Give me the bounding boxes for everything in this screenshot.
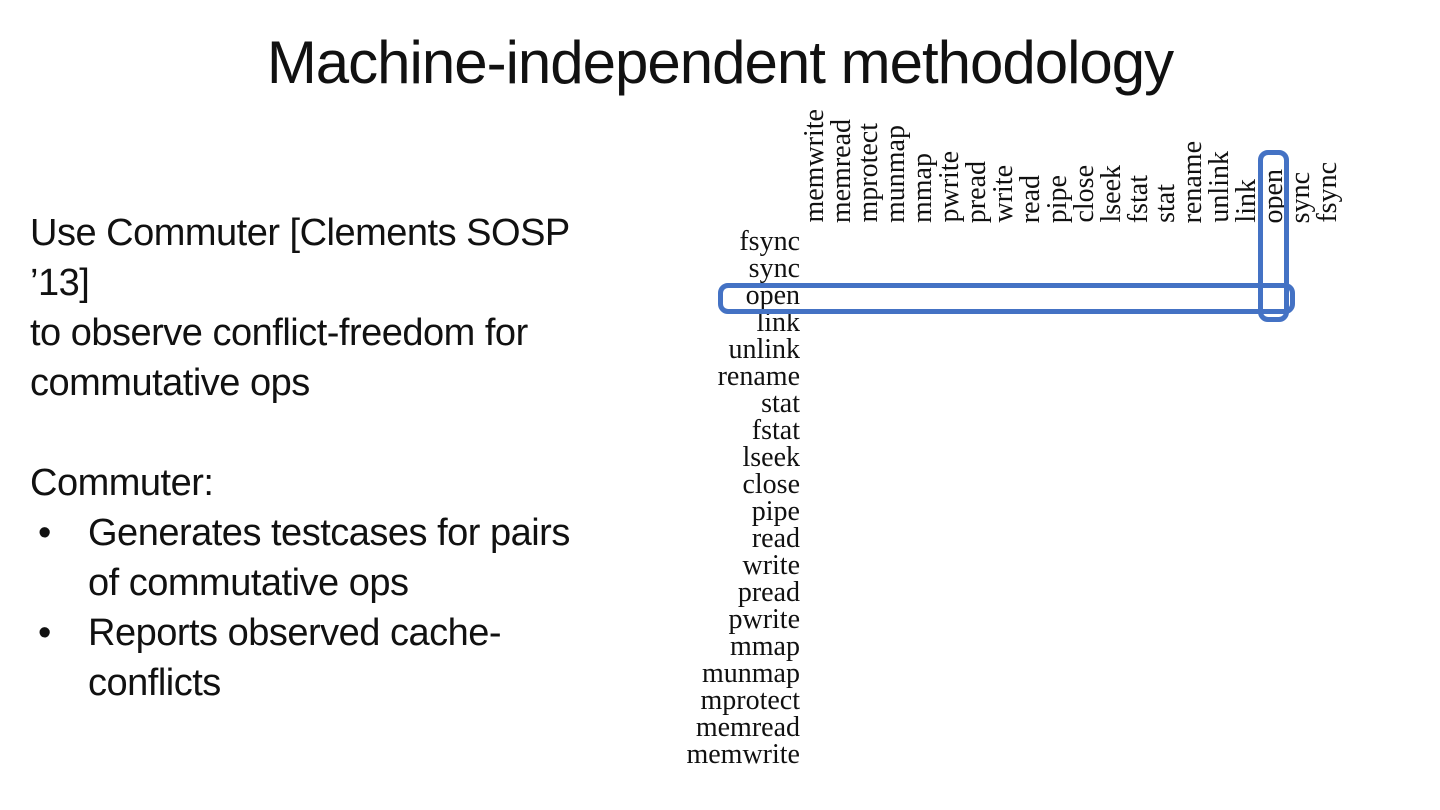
intro-paragraph	[30, 208, 680, 408]
bullet-list	[30, 508, 680, 708]
col-label-fsync: fsync	[1311, 162, 1343, 223]
row-label-lseek: lseek	[742, 442, 800, 473]
row-label-link: link	[756, 307, 800, 338]
row-label-pipe: pipe	[751, 496, 800, 527]
intro-line: to observe conflict-freedom for	[30, 312, 528, 354]
col-label-mmap: mmap	[906, 153, 938, 223]
col-label-link: link	[1230, 179, 1262, 223]
row-label-read: read	[751, 523, 800, 554]
bullet-marker: •	[38, 612, 51, 654]
row-label-fstat: fstat	[751, 415, 800, 446]
bullet-text-line: Reports observed cache-	[88, 612, 502, 654]
paragraph-gap	[30, 408, 680, 458]
intro-line: Use Commuter [Clements SOSP	[30, 212, 570, 254]
row-label-sync: sync	[748, 253, 800, 284]
row-label-open: open	[745, 280, 800, 311]
bullet-item	[30, 508, 680, 608]
bullet-text-line: conflicts	[88, 662, 221, 704]
row-label-memread: memread	[695, 712, 800, 743]
bullet-item	[30, 608, 680, 708]
open-column-highlight-box	[1258, 150, 1289, 322]
col-label-pread: pread	[960, 160, 992, 223]
bullet-text-line: Generates testcases for pairs	[88, 512, 570, 554]
row-label-close: close	[742, 469, 800, 500]
col-label-close: close	[1068, 165, 1100, 223]
col-label-write: write	[987, 165, 1019, 223]
col-label-memwrite: memwrite	[798, 109, 830, 223]
col-label-unlink: unlink	[1203, 151, 1235, 223]
row-label-pread: pread	[737, 577, 800, 608]
col-label-munmap: munmap	[879, 125, 911, 223]
col-label-pwrite: pwrite	[933, 151, 965, 223]
commuter-heading: Commuter:	[30, 462, 214, 504]
row-label-munmap: munmap	[702, 658, 800, 689]
open-row-highlight-box	[718, 283, 1295, 314]
col-label-pipe: pipe	[1041, 174, 1073, 223]
intro-line: ’13]	[30, 262, 90, 304]
row-label-memwrite: memwrite	[686, 739, 800, 770]
slide-title: Machine-independent methodology	[266, 29, 1174, 96]
left-text-panel	[30, 208, 680, 708]
bullet-marker: •	[38, 512, 51, 554]
col-label-lseek: lseek	[1095, 165, 1127, 223]
row-label-fsync: fsync	[739, 226, 800, 257]
col-label-memread: memread	[825, 118, 857, 223]
row-label-rename: rename	[717, 361, 800, 392]
col-label-open: open	[1257, 168, 1289, 223]
col-label-mprotect: mprotect	[852, 123, 884, 223]
col-label-rename: rename	[1176, 140, 1208, 223]
col-label-read: read	[1014, 174, 1046, 223]
col-label-fstat: fstat	[1122, 174, 1154, 223]
col-label-sync: sync	[1284, 171, 1316, 223]
col-label-stat: stat	[1149, 184, 1181, 223]
row-label-mmap: mmap	[730, 631, 800, 662]
intro-line: commutative ops	[30, 362, 310, 404]
row-label-pwrite: pwrite	[728, 604, 800, 635]
row-label-stat: stat	[761, 388, 800, 419]
row-label-mprotect: mprotect	[700, 685, 800, 716]
row-label-write: write	[742, 550, 800, 581]
bullet-text-line: of commutative ops	[88, 562, 409, 604]
row-label-unlink: unlink	[728, 334, 800, 365]
